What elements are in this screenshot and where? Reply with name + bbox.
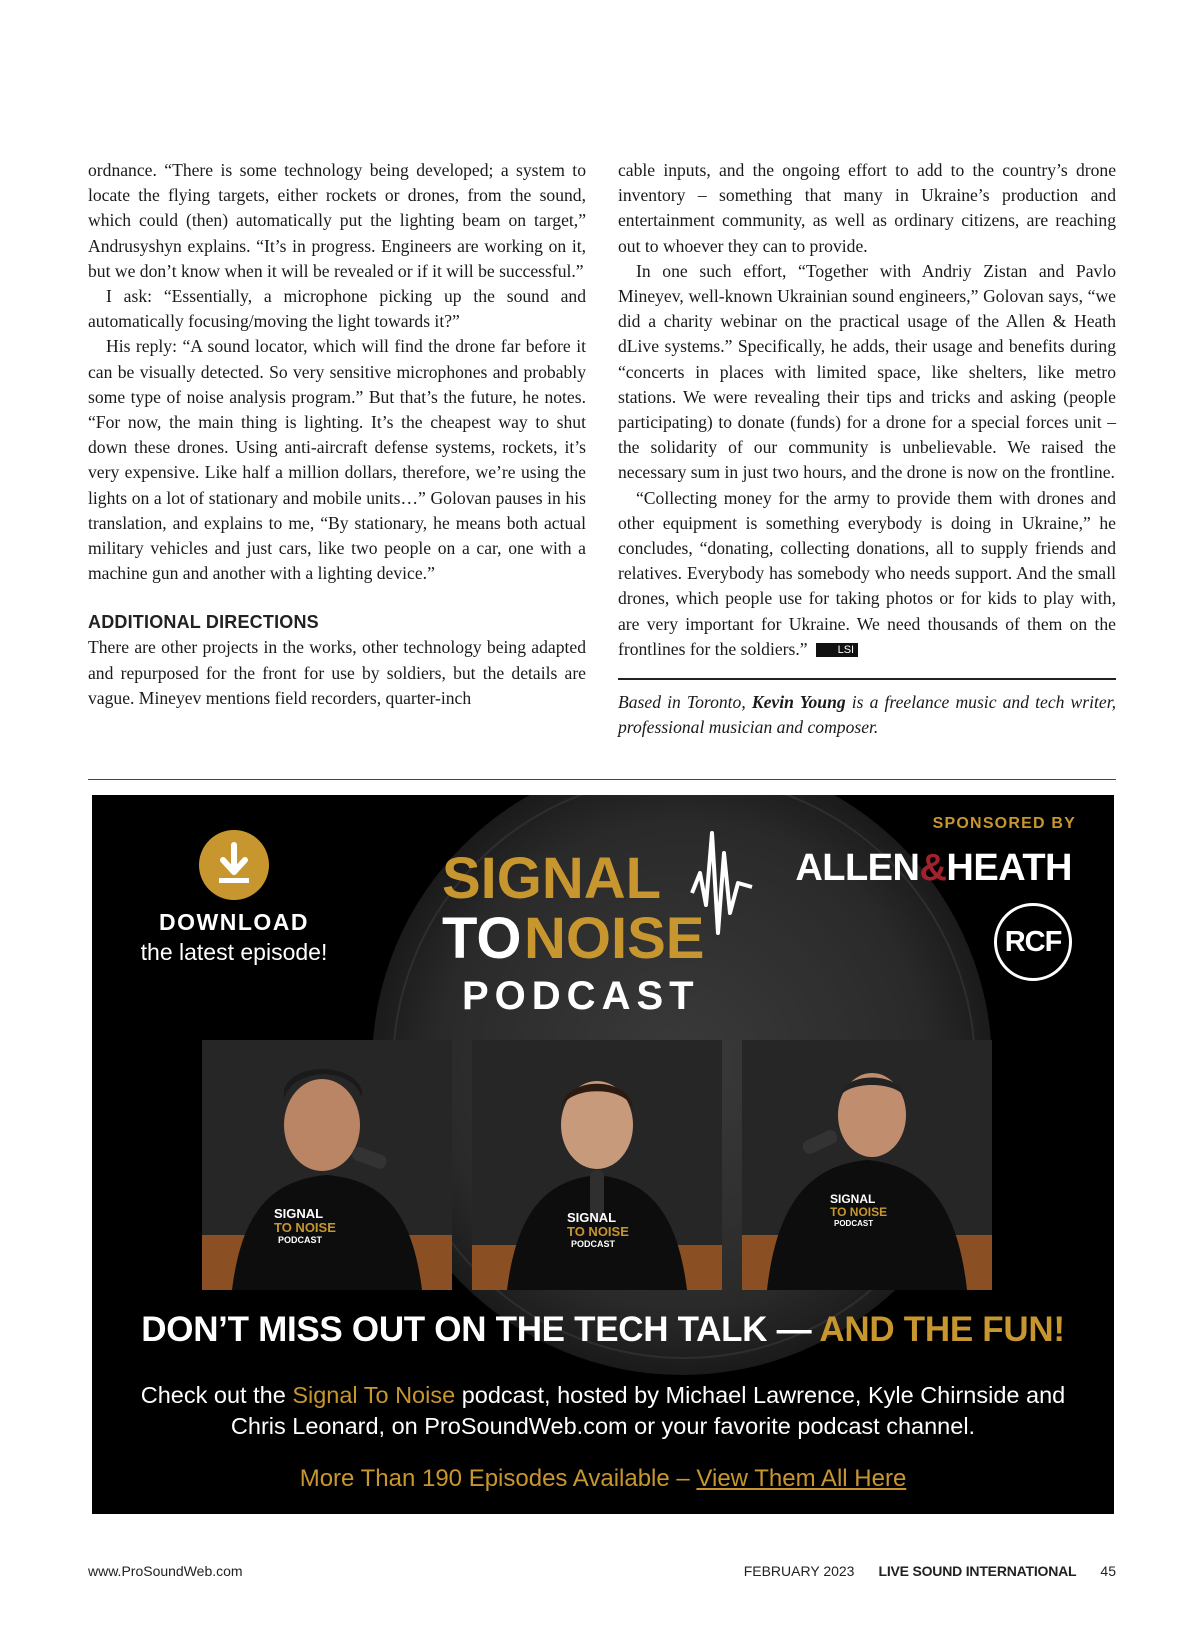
paragraph: ordnance. “There is some technology being developed; a system to locate the flying targets, either rockets or drones, from the sound, which could (then) automatically put the lighting beam on target,” Andrusyshyn explains. “It’s in progress. Engineers are working on it, but we don’t know when it will be revealed or if it will be successful.”	[88, 160, 586, 281]
ad-description	[112, 1380, 1094, 1442]
shirt-logo-line: PODCAST	[278, 1235, 323, 1245]
shirt-logo-line: TO NOISE	[830, 1205, 888, 1219]
page-divider	[88, 779, 1116, 780]
sponsored-by-label: SPONSORED BY	[932, 815, 1076, 832]
footer-url[interactable]: www.ProSoundWeb.com	[88, 1563, 243, 1579]
article-body	[88, 158, 1116, 740]
description-start: Check out the	[140, 1382, 293, 1408]
footer-right	[744, 1563, 1116, 1579]
left-column	[88, 158, 586, 740]
bio-suffix: is a freelance music and tech writer, professional musician and composer.	[618, 692, 1117, 738]
heath-word: HEATH	[946, 847, 1072, 889]
shirt-logo-line: SIGNAL	[274, 1206, 324, 1221]
bio-divider	[618, 678, 1116, 680]
shirt-logo-line: PODCAST	[834, 1219, 874, 1228]
page-number: 45	[1100, 1563, 1116, 1579]
podcast-name: Signal To Noise	[292, 1382, 456, 1408]
description-end: podcast, hosted by Michael Lawrence, Kyle Chirnside and Chris Leonard, on ProSoundWeb.com or your favorite podcast channel.	[230, 1382, 1066, 1439]
logo-podcast: PODCAST	[462, 974, 700, 1018]
author-bio	[618, 690, 1116, 740]
section-subhead: ADDITIONAL DIRECTIONS	[88, 612, 319, 633]
issue-date: FEBRUARY 2023	[743, 1563, 855, 1579]
right-column	[618, 158, 1116, 740]
download-label: DOWNLOAD	[159, 909, 309, 935]
episodes-count-text: More Than 190 Episodes Available –	[299, 1465, 697, 1492]
shirt-logo-line: SIGNAL	[830, 1192, 876, 1206]
download-sublabel: the latest episode!	[140, 939, 328, 965]
host-photo-3	[742, 1040, 992, 1290]
bio-prefix: Based in Toronto,	[618, 692, 752, 713]
logo-to: TO	[442, 906, 522, 971]
paragraph: His reply: “A sound locator, which will find the drone far before it can be visually detected. So very sensitive microphones and probably some type of noise analysis program.” But that’s the future, he notes. “For now, the main thing is lighting. It’s the cheapest way to shut down these drones. Using anti-aircraft defense systems, rockets, it’s very expensive. Like half a million dollars, therefore, we’re using the lights on a lot of stationary and mobile units…” Golovan pauses in his translation, and explains to me, “By stationary, he means both actual military vehicles and just cars, like two people on a car, one with a machine gun and another with a lighting device.”	[88, 336, 586, 584]
headline-white: DON’T MISS OUT ON THE TECH TALK —	[141, 1310, 820, 1349]
closing-paragraph-text: “Collecting money for the army to provide them with drones and other equipment is something everybody is doing in Ukraine,” he concludes, “donating, collecting donations, all to supply friends and relatives. Everybody has somebody who needs support. And the small drones, which people use for taking photos or for kids to play with, are very important for Ukraine. We need thousands of them on the frontlines for the soldiers.”	[618, 487, 1116, 659]
end-mark-badge: LSI	[816, 643, 859, 657]
allen-heath-logo	[795, 847, 1072, 890]
headline-gold: AND THE FUN!	[819, 1310, 1065, 1349]
shirt-logo-line: TO NOISE	[567, 1224, 629, 1239]
shirt-logo-line: SIGNAL	[567, 1210, 617, 1225]
rcf-logo	[994, 903, 1072, 981]
view-all-link[interactable]: View Them All Here	[696, 1465, 907, 1492]
logo-noise: NOISE	[524, 906, 705, 971]
paragraph: There are other projects in the works, other technology being adapted and repurposed for the front for use by soldiers, but the details are vague. Mineyev mentions field recorders, quarter-inch	[88, 637, 586, 708]
signal-to-noise-logo	[442, 813, 782, 1023]
page-footer	[88, 1563, 1116, 1583]
host-photo-1	[202, 1040, 452, 1290]
ampersand: &	[919, 847, 947, 889]
ad-headline	[92, 1310, 1114, 1350]
download-arrow-icon[interactable]	[199, 830, 269, 900]
podcast-advertisement[interactable]	[92, 795, 1114, 1514]
rcf-label: RCF	[1004, 925, 1062, 958]
paragraph: In one such effort, “Together with Andriy Zistan and Pavlo Mineyev, well-known Ukrainian sound engineers,” Golovan says, “we did a charity webinar on the practical usage of the Allen & Heath dLive systems.” Specifically, he adds, their usage and benefits during “concerts in places with limited space, like shelters, like metro stations. We were revealing their tips and tricks and asking (people participating) to donate (funds) for a drone for a special forces unit – the solidarity of our community is unbelievable. We raised the necessary sum in just two hours, and the drone is now on the frontline.	[618, 260, 1116, 483]
magazine-name: LIVE SOUND INTERNATIONAL	[878, 1563, 1077, 1579]
paragraph: cable inputs, and the ongoing effort to add to the country’s drone inventory – something that many in Ukraine’s production and entertainment community, as well as ordinary citizens, are reaching out to whoever they can to provide.	[618, 160, 1116, 256]
shirt-logo-line: PODCAST	[571, 1239, 616, 1249]
allen-word: ALLEN	[795, 847, 920, 889]
paragraph: I ask: “Essentially, a microphone picking up the sound and automatically focusing/moving the light towards it?”	[88, 286, 586, 332]
download-cta[interactable]	[92, 907, 376, 967]
paragraph	[618, 486, 1116, 662]
shirt-logo-line: TO NOISE	[274, 1220, 336, 1235]
author-name: Kevin Young	[751, 692, 846, 713]
host-photo-2	[472, 1040, 722, 1290]
episodes-cta	[92, 1465, 1114, 1493]
logo-signal: SIGNAL	[442, 846, 662, 911]
